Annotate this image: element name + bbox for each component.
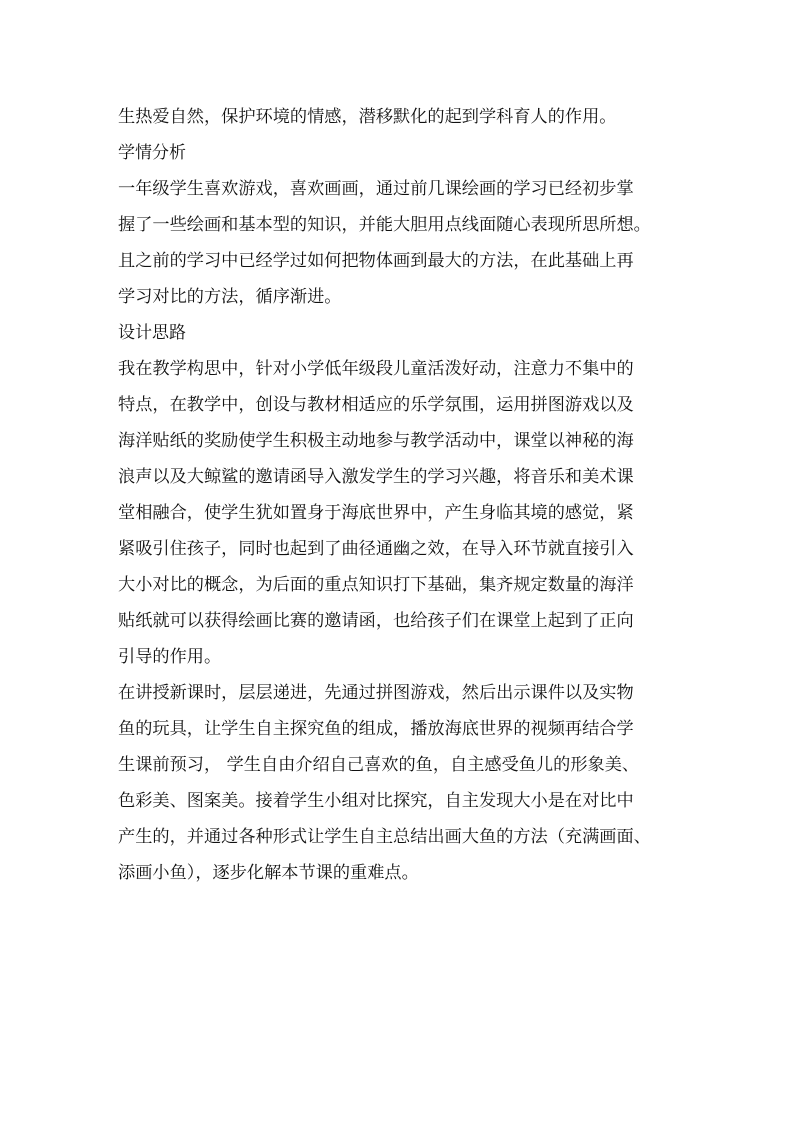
text-line: 浪声以及大鲸鲨的邀请函导入激发学生的学习兴趣，将音乐和美术课 (118, 467, 634, 487)
text-line: 色彩美、图案美。接着学生小组对比探究，自主发现大小是在对比中 (118, 791, 634, 811)
heading-text: 学情分析 (118, 143, 186, 163)
section-heading-design (118, 315, 686, 351)
text-line: 一年级学生喜欢游戏，喜欢画画，通过前几课绘画的学习已经初步掌 (118, 179, 634, 199)
text-line: 堂相融合，使学生犹如置身于海底世界中，产生身临其境的感觉，紧 (118, 503, 634, 523)
text-line: 在讲授新课时，层层递进，先通过拼图游戏，然后出示课件以及实物 (118, 683, 634, 703)
heading-text: 设计思路 (118, 323, 186, 343)
section-heading-student-analysis (118, 135, 686, 171)
text-line: 握了一些绘画和基本型的知识，并能大胆用点线面随心表现所思所想。 (118, 215, 651, 235)
text-line: 海洋贴纸的奖励使学生积极主动地参与教学活动中，课堂以神秘的海 (118, 431, 634, 451)
text-line: 鱼的玩具，让学生自主探究鱼的组成，播放海底世界的视频再结合学 (118, 719, 634, 739)
text-line: 生热爱自然，保护环境的情感，潜移默化的起到学科育人的作用。 (118, 107, 617, 127)
text-line: 且之前的学习中已经学过如何把物体画到最大的方法，在此基础上再 (118, 251, 634, 271)
text-line: 添画小鱼），逐步化解本节课的重难点。 (118, 863, 419, 883)
text-line: 特点，在教学中，创设与教材相适应的乐学氛围，运用拼图游戏以及 (118, 395, 634, 415)
document-page (118, 99, 686, 891)
text-line: 引导的作用。 (118, 647, 222, 667)
text-line: 生课前预习， 学生自由介绍自己喜欢的鱼，自主感受鱼儿的形象美、 (118, 755, 640, 775)
paragraph-design-1 (118, 351, 686, 675)
text-line: 紧吸引住孩子，同时也起到了曲径通幽之效，在导入环节就直接引入 (118, 539, 634, 559)
text-line: 贴纸就可以获得绘画比赛的邀请函，也给孩子们在课堂上起到了正向 (118, 611, 634, 631)
text-line: 我在教学构思中，针对小学低年级段儿童活泼好动，注意力不集中的 (118, 359, 634, 379)
paragraph-student-analysis (118, 171, 686, 315)
paragraph-intro-tail (118, 99, 686, 135)
text-line: 产生的，并通过各种形式让学生自主总结出画大鱼的方法（充满画面、 (118, 827, 651, 847)
text-line: 大小对比的概念，为后面的重点知识打下基础，集齐规定数量的海洋 (118, 575, 634, 595)
text-line: 学习对比的方法，循序渐进。 (118, 287, 342, 307)
paragraph-design-2 (118, 675, 686, 891)
